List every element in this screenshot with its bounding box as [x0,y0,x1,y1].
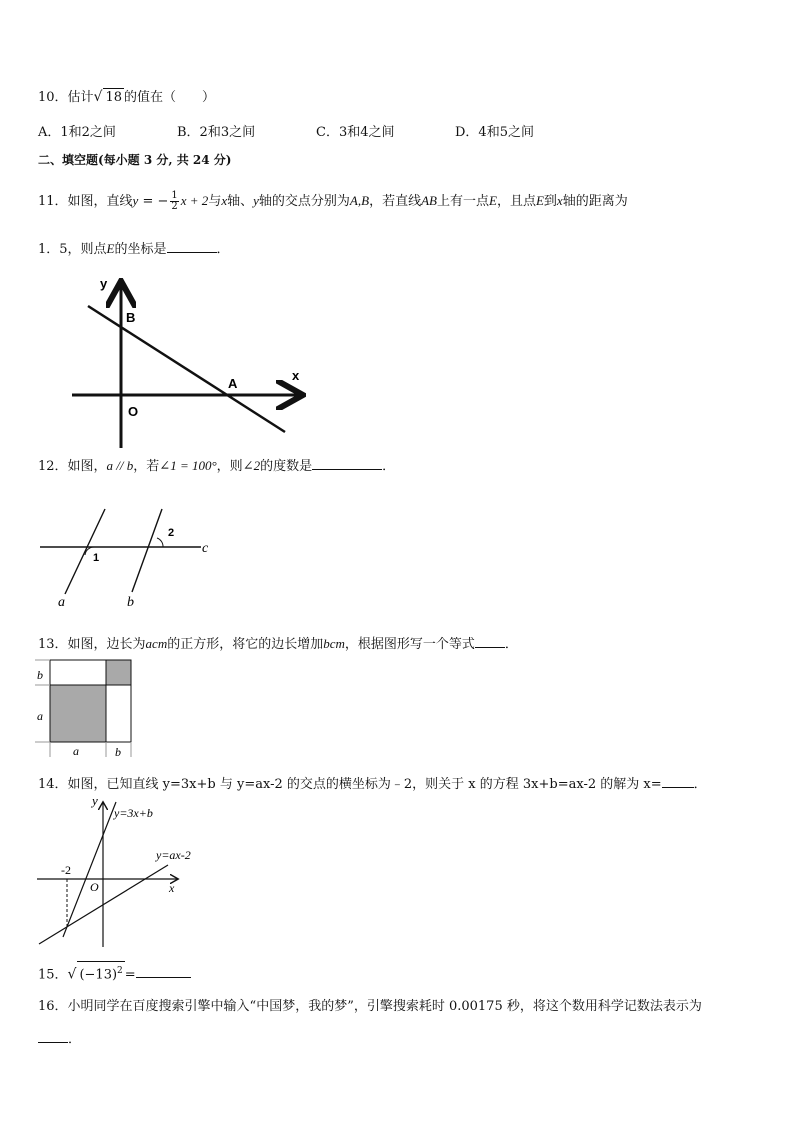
label-o: O [90,880,99,894]
q16-end: ． [68,1032,82,1047]
q11-x-var-2: x [556,193,563,208]
question-10-stem [38,88,215,107]
label-line-a: a [58,595,65,610]
q12-parallel: a // b [106,458,134,473]
q15-pre: 15． [38,967,68,983]
q13-pre: 13．如图，边长为 [38,637,146,652]
label-x: x [169,881,175,895]
q13-post: ，根据图形写一个等式 [344,637,475,652]
question-11-line-1 [38,191,628,212]
q10-text-pre: 10．估计 [38,90,94,105]
section-2-title: 二、填空题(每小题 3 分, 共 24 分) [38,153,232,167]
q11-y-var: y [253,193,259,208]
figure-q12-parallel-lines [36,500,226,615]
q14-end: ． [693,777,707,792]
label-line-b: b [127,595,134,610]
q13-mid: 的正方形，将它的边长增加 [167,637,324,652]
q11-text-8: 到 [543,194,557,209]
label-x: x [292,368,300,383]
label-a-bottom: a [73,744,79,758]
q12-angle2: ∠2 [242,458,261,473]
question-11-line-2 [38,240,230,259]
square-a-area [50,685,106,742]
q11-fraction [170,191,178,212]
frac-den: 2 [171,201,178,212]
label-y: y [92,793,98,808]
q12-mid2: ，则 [216,459,243,474]
square-b-area [106,660,131,685]
line-b [132,509,162,592]
label-neg2: -2 [61,863,71,877]
option-a[interactable]: A．1和2之间 [38,125,116,140]
sqrt-symbol: √ [67,966,77,983]
answer-blank-15[interactable] [136,965,191,978]
q10-radicand: 18 [105,90,123,105]
q11-line2-pre: 1．5，则点 [38,242,107,257]
q12-end: ． [382,459,396,474]
option-d[interactable]: D．4和5之间 [455,125,534,140]
q15-radicand [77,961,124,984]
q12-mid: ，若 [133,459,160,474]
q15-eq: = [124,967,136,983]
q12-post: 的度数是 [260,459,313,474]
label-o: O [128,404,139,419]
question-15-stem [38,961,191,984]
q11-line-ab: AB [421,193,437,208]
q10-text-post: 的值在（ ） [124,90,216,105]
answer-blank-16[interactable] [38,1030,68,1043]
q11-line2-end: ． [216,242,230,257]
q11-line2-e: E [106,241,115,256]
angle-2-arc [157,538,163,547]
q11-text-6: 上有一点 [436,194,489,209]
q13-bcm: bcm [323,636,345,651]
q11-text-5: ，若直线 [369,194,422,209]
q11-eq-sign: = − [138,194,169,209]
line-ab [88,306,285,432]
question-12-stem [38,457,395,476]
figure-q11-line-graph [60,270,310,455]
q11-point-e-2: E [535,193,544,208]
label-a-left: a [37,709,43,723]
label-b-bottom: b [115,745,121,759]
q13-acm: acm [145,636,168,651]
q14-text: 14．如图，已知直线 y=3x+b 与 y=ax-2 的交点的横坐标为﹣2，则关于 x 的方程 3x+b=ax-2 的解为 x= [38,777,662,792]
label-line2: y=ax-2 [156,848,191,862]
label-line-c: c [202,541,209,556]
q12-pre: 12．如图， [38,459,107,474]
label-b-left: b [37,668,43,682]
q11-point-e: E [488,193,497,208]
answer-blank-11[interactable] [167,240,217,253]
question-14-stem [38,775,707,794]
q11-text-1: 11．如图，直线 [38,194,133,209]
q15-base: (−13) [79,967,118,983]
q11-eq-lhs: y [132,193,139,208]
figure-q13-square [33,657,139,760]
answer-blank-12[interactable] [312,457,382,470]
question-16-answer-line [38,1030,81,1049]
question-16-stem: 16．小明同学在百度搜索引擎中输入“中国梦，我的梦”，引擎搜索耗时 0.00175 秒，将这个数用科学记数法表示为 [38,999,702,1014]
q11-text-4: 轴的交点分别为 [258,194,350,209]
answer-blank-14[interactable] [662,775,694,788]
q11-text-2: 与 [208,194,222,209]
label-angle-1: 1 [93,552,100,564]
label-y: y [100,276,108,291]
q11-text-3: 轴、 [227,194,254,209]
option-c[interactable]: C．3和4之间 [316,125,395,140]
label-a: A [228,376,238,391]
label-b: B [126,310,136,325]
frac-num: 1 [171,190,178,201]
question-10-options [38,124,594,142]
q13-end: ． [504,637,518,652]
q11-eq-rhs: x + 2 [180,193,209,208]
answer-blank-13[interactable] [475,635,505,648]
q15-exponent: 2 [117,966,123,976]
label-angle-2: 2 [168,527,175,539]
sqrt-symbol: √ [93,89,103,105]
q11-text-7: ，且点 [496,194,536,209]
question-13-stem [38,635,518,654]
figure-q14-two-lines [34,793,191,950]
q11-points-ab: A,B [349,193,370,208]
option-b[interactable]: B．2和3之间 [177,125,256,140]
q12-angle-expr: ∠1 = 100° [159,458,217,473]
q11-x-var: x [221,193,228,208]
q11-text-9: 轴的距离为 [562,194,628,209]
label-line1: y=3x+b [114,806,153,820]
q11-line2-post: 的坐标是 [114,242,167,257]
